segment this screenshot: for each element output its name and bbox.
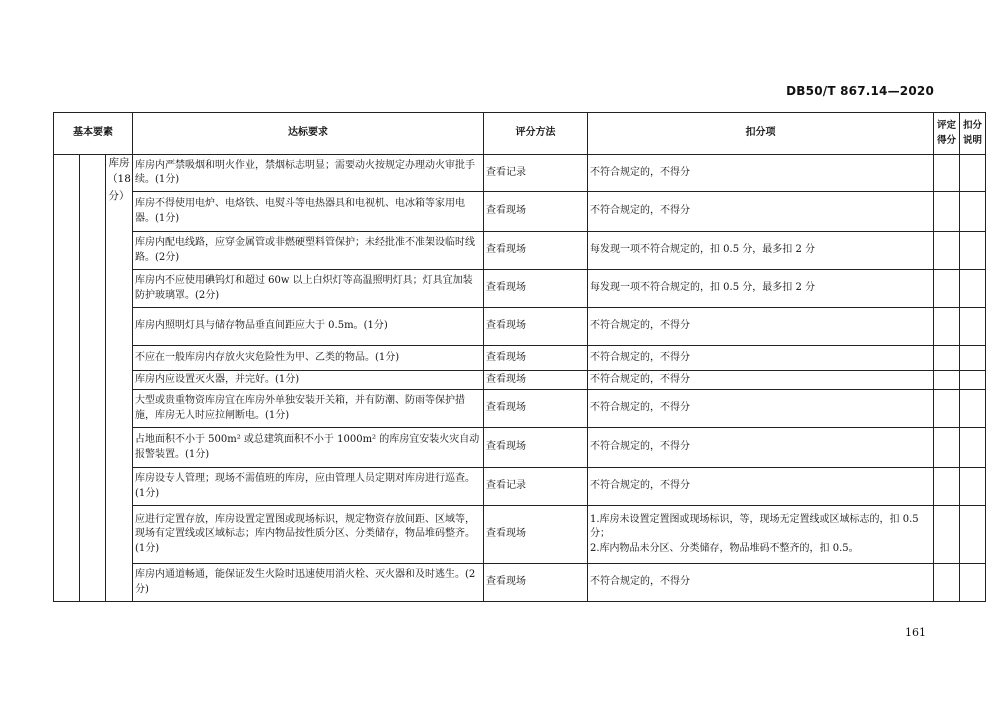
document-code: DB50/T 867.14—2020 (786, 84, 934, 98)
category-storeroom: 库房（18分） (106, 155, 133, 602)
note-cell[interactable] (960, 564, 986, 602)
deduction-cell: 不符合规定的，不得分 (588, 390, 934, 428)
note-cell[interactable] (960, 506, 986, 564)
method-cell: 查看记录 (484, 468, 588, 506)
deduction-cell: 不符合规定的，不得分 (588, 371, 934, 390)
deduction-cell: 每发现一项不符合规定的，扣 0.5 分，最多扣 2 分 (588, 232, 934, 270)
requirement-cell: 库房不得使用电炉、电烙铁、电熨斗等电热器具和电视机、电冰箱等家用电器。(1分) (133, 192, 484, 232)
table-row (54, 346, 986, 371)
table-row (54, 506, 986, 564)
requirement-cell: 库房内不应使用碘钨灯和超过 60w 以上白炽灯等高温照明灯具；灯具宜加装防护玻璃罩。(2分) (133, 270, 484, 308)
method-cell: 查看现场 (484, 192, 588, 232)
note-cell[interactable] (960, 346, 986, 371)
method-cell: 查看现场 (484, 270, 588, 308)
deduction-line: 2.库内物品未分区、分类储存，物品堆码不整齐的，扣 0.5。 (590, 542, 859, 554)
requirement-cell: 库房内照明灯具与储存物品垂直间距应大于 0.5m。(1分) (133, 308, 484, 346)
note-cell[interactable] (960, 192, 986, 232)
table-row (54, 390, 986, 428)
element-column-1 (54, 155, 80, 602)
score-cell[interactable] (934, 308, 960, 346)
method-cell: 查看现场 (484, 232, 588, 270)
header-method: 评分方法 (484, 113, 588, 155)
score-cell[interactable] (934, 506, 960, 564)
deduction-line: 1.库房未设置定置图或现场标识，等，现场无定置线或区域标志的，扣 0.5 分； (590, 513, 919, 540)
header-deduction: 扣分项 (588, 113, 934, 155)
requirement-cell: 占地面积不小于 500m² 或总建筑面积不小于 1000m² 的库房宜安装火灾自动报警装置。(1分) (133, 428, 484, 468)
table-row (54, 308, 986, 346)
note-cell[interactable] (960, 308, 986, 346)
score-cell[interactable] (934, 192, 960, 232)
requirement-cell: 不应在一般库房内存放火灾危险性为甲、乙类的物品。(1分) (133, 346, 484, 371)
requirement-cell: 库房内严禁吸烟和明火作业，禁烟标志明显；需要动火按规定办理动火审批手续。(1分) (133, 155, 484, 192)
table-row (54, 270, 986, 308)
note-cell[interactable] (960, 232, 986, 270)
requirement-cell: 库房内配电线路，应穿金属管或非燃硬塑料管保护；未经批准不准架设临时线路。(2分) (133, 232, 484, 270)
header-score: 评定得分 (934, 113, 960, 155)
element-column-2 (80, 155, 106, 602)
score-cell[interactable] (934, 155, 960, 192)
score-cell[interactable] (934, 428, 960, 468)
note-cell[interactable] (960, 371, 986, 390)
note-cell[interactable] (960, 428, 986, 468)
table-row (54, 371, 986, 390)
table-row (54, 232, 986, 270)
score-cell[interactable] (934, 468, 960, 506)
requirement-cell: 应进行定置存放，库房设置定置图或现场标识，规定物资存放间距、区域等，现场有定置线或区域标志；库内物品按性质分区、分类储存，物品堆码整齐。(1分) (133, 506, 484, 564)
method-cell: 查看现场 (484, 564, 588, 602)
note-cell[interactable] (960, 270, 986, 308)
deduction-cell: 不符合规定的，不得分 (588, 468, 934, 506)
table-row (54, 428, 986, 468)
method-cell: 查看现场 (484, 390, 588, 428)
score-cell[interactable] (934, 371, 960, 390)
requirement-cell: 库房内通道畅通，能保证发生火险时迅速使用消火栓、灭火器和及时逃生。(2分) (133, 564, 484, 602)
method-cell: 查看现场 (484, 506, 588, 564)
table-row (54, 468, 986, 506)
deduction-cell: 不符合规定的，不得分 (588, 155, 934, 192)
method-cell: 查看现场 (484, 428, 588, 468)
score-cell[interactable] (934, 390, 960, 428)
deduction-cell: 不符合规定的，不得分 (588, 564, 934, 602)
method-cell: 查看现场 (484, 308, 588, 346)
scoring-table (53, 112, 986, 602)
table-row (54, 192, 986, 232)
score-cell[interactable] (934, 346, 960, 371)
requirement-cell: 库房设专人管理；现场不需值班的库房，应由管理人员定期对库房进行巡查。(1分) (133, 468, 484, 506)
table-row (54, 155, 986, 192)
note-cell[interactable] (960, 390, 986, 428)
score-cell[interactable] (934, 564, 960, 602)
table-header-row (54, 113, 986, 155)
note-cell[interactable] (960, 468, 986, 506)
deduction-cell: 每发现一项不符合规定的，扣 0.5 分，最多扣 2 分 (588, 270, 934, 308)
deduction-cell: 不符合规定的，不得分 (588, 428, 934, 468)
method-cell: 查看现场 (484, 371, 588, 390)
header-note: 扣分说明 (960, 113, 986, 155)
score-cell[interactable] (934, 232, 960, 270)
deduction-cell: 不符合规定的，不得分 (588, 192, 934, 232)
requirement-cell: 大型或贵重物资库房宜在库房外单独安装开关箱，并有防潮、防雨等保护措施，库房无人时应拉闸断电。(1分) (133, 390, 484, 428)
deduction-cell: 不符合规定的，不得分 (588, 308, 934, 346)
requirement-cell: 库房内应设置灭火器，并完好。(1分) (133, 371, 484, 390)
deduction-cell (588, 506, 934, 564)
method-cell: 查看记录 (484, 155, 588, 192)
score-cell[interactable] (934, 270, 960, 308)
deduction-cell: 不符合规定的，不得分 (588, 346, 934, 371)
page-number: 161 (905, 626, 926, 639)
header-requirements: 达标要求 (133, 113, 484, 155)
note-cell[interactable] (960, 155, 986, 192)
method-cell: 查看现场 (484, 346, 588, 371)
header-basic-elements: 基本要素 (54, 113, 133, 155)
table-row (54, 564, 986, 602)
